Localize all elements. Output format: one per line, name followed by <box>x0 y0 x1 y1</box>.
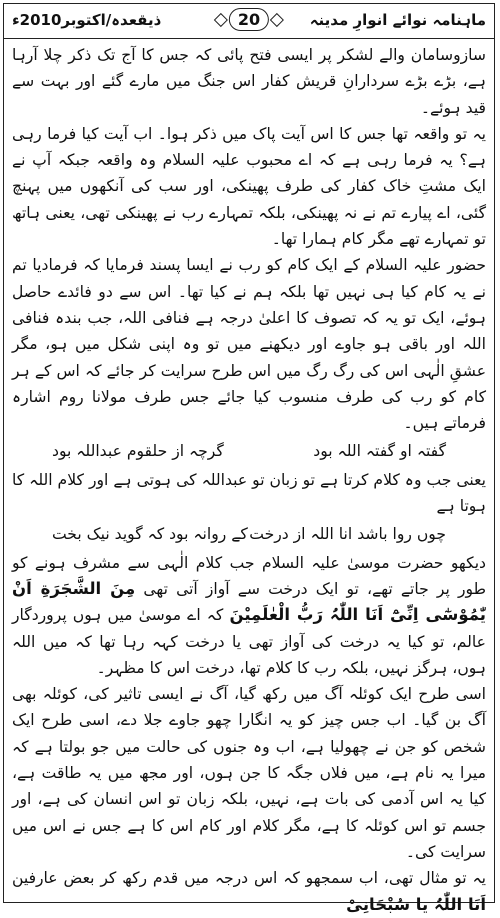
couplet-verse: گفتہ او گفتہ اللہ بود <box>313 442 446 461</box>
diamond-ornament-icon <box>270 12 284 26</box>
article-body <box>12 42 487 914</box>
couplet-verse: گرچہ از حلقوم عبداللہ بود <box>52 442 224 461</box>
magazine-page <box>3 3 495 914</box>
paragraph: سازوسامان والے لشکر پر ایسی فتح پائی کہ جس کا آج تک ذکر چلا آرہا ہے، بڑے بڑے سردارانِ قریش کفار اس جنگ میں مارے گئے اور بہت سے قید ہوئے۔ <box>12 46 486 117</box>
couplet-verse: چوں روا باشد انا اللہ از درخت <box>249 525 446 544</box>
magazine-title: ماہنامہ نوائے انوارِ مدینہ <box>309 11 486 29</box>
couplet-verse: کے روانہ بود کہ گوید نیک بخت <box>52 525 248 544</box>
arabic-phrase: اَنَا اللّٰہُ یا سُبْحَانِیْ <box>346 894 486 914</box>
poetry-couplet <box>12 438 486 464</box>
paragraph: یعنی جب وہ کلام کرتا ہے تو زبان تو عبداللہ کی ہوتی ہے اور کلام اللہ کا ہوتا ہے <box>12 470 486 516</box>
poetry-couplet <box>12 521 486 547</box>
page-number: 20 <box>229 8 269 31</box>
paragraph: یہ تو واقعہ تھا جس کا اس آیت پاک میں ذکر ہوا۔ اب آیت کیا فرما رہی ہے؟ یہ فرما رہی ہے کہ اے محبوب علیہ السلام وہ واقعہ جبکہ آپ نے ایک مشتِ خاک کفار کی طرف پھینکی، اور سب کی آنکھوں میں پہنچ گئی، اے پیارے تم نے نہ پھینکی، بلکہ تمہارے رب نے پھینکی تھی، یعنی ہاتھ تو تمہارے تھے مگر کام ہمارا تھا۔ <box>12 124 486 249</box>
issue-date: ذیقعدہ/اکتوبر2010ء <box>12 11 162 29</box>
paragraph-text: کہ اے موسیٰ میں ہوں پروردگار عالم، تو کیا یہ درخت کی آواز تھی یا درخت کہہ رہا تھا کہ میں اللہ ہوں، ہرگز نہیں، بلکہ رب کا کلام تھا، درخت اس کا مظہر۔ <box>12 606 486 677</box>
paragraph: اسی طرح ایک کوئلہ آگ میں رکھ گیا، آگ نے ایسی تاثیر کی، کوئلہ بھی آگ بن گیا۔ اب جس چیز کو یہ انگارا چھو جاوے جلا دے، اسی طرح ایک شخص کو جن نے چھولیا ہے، اب وہ جنوں کی حالت میں جو بولتا ہے کہ میرا یہ نام ہے، میں فلاں جگہ کا جن ہوں، اور مجھ میں یہ طاقت ہے، کیا یہ اس آدمی کی بات ہے، نہیں، بلکہ زبان تو اس انسان کی ہے، اور جسم تو اس کوئلہ کا ہے، مگر کلام اور کام اس کا ہے جس نے اس میں سرایت کی۔ <box>12 685 486 861</box>
paragraph-text: دیکھو حضرت موسیٰ علیہ السلام جب کلام الٰہی سے مشرف ہونے کو طور پر جاتے تھے، تو ایک درخت سے آواز آتی تھی <box>12 553 486 598</box>
paragraph <box>12 865 486 918</box>
paragraph-text: یہ تو مثال تھی، اب سمجھو کہ اس درجہ میں قدم رکھ کر بعض عارفین <box>12 869 486 888</box>
paragraph: حضور علیہ السلام کے ایک کام کو رب نے ایسا پسند فرمایا کہ فرمادیا تم نے یہ کام کیا ہی نہیں تھا بلکہ ہم نے کیا تھا۔ اس سے دو فائدے حاصل ہوئے، ایک تو یہ کہ تصوف کا اعلیٰ درجہ ہے فنافی اللہ، جب بندہ فنافی اللہ اور باقی ہو جاوے اور دیکھنے میں تو وہ اپنی شکل میں ہو، مگر عشقِ الٰہی اس کی رگ رگ میں اس طرح سرایت کر جائے کہ اس کے ہر کام کو رب کی طرف منسوب کیا جائے جس طرف مولانا روم اشارہ فرماتے ہیں۔ <box>12 256 486 433</box>
paragraph <box>12 550 486 681</box>
quran-verse: مِنَ الشَّجَرَةِ اَنْ یّٰمُوْسٰٓی اِنِّیْٓ اَنَا اللّٰہُ رَبُّ الْعٰلَمِیْنَ <box>12 578 487 625</box>
page-header <box>4 4 494 39</box>
diamond-ornament-icon <box>214 12 228 26</box>
page-number-box <box>216 8 282 31</box>
